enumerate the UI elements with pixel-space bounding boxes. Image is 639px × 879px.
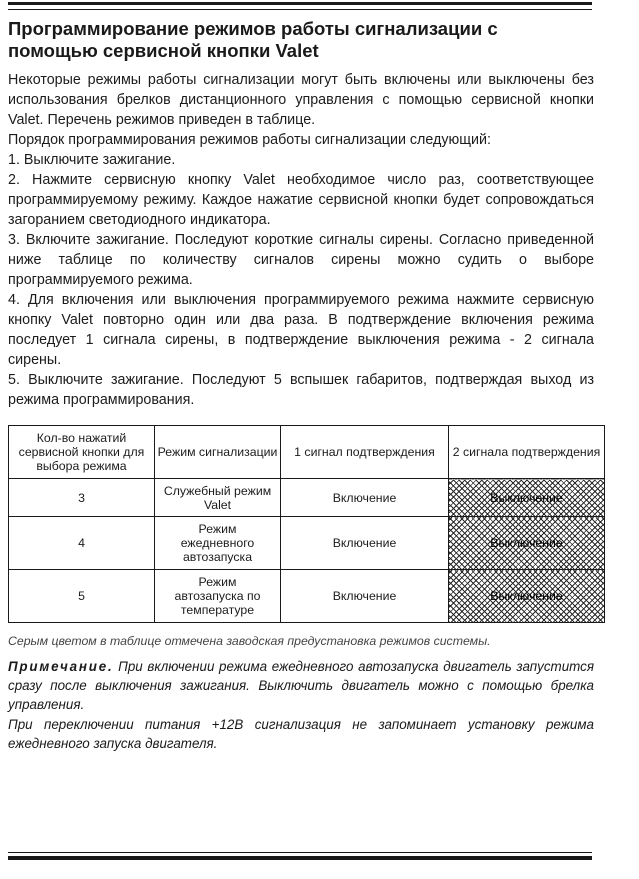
bottom-rule-thick xyxy=(8,856,592,860)
cell-off-label: Выключение xyxy=(490,589,563,603)
page-title xyxy=(8,18,598,62)
cell-off-default xyxy=(449,517,605,570)
note-paragraph xyxy=(8,657,594,714)
cell-count: 4 xyxy=(9,517,155,570)
cell-on: Включение xyxy=(281,479,449,517)
cell-mode: Режим ежедневного автозапуска xyxy=(155,517,281,570)
cell-off-default xyxy=(449,479,605,517)
bottom-rule-thin xyxy=(8,852,592,853)
table-header-row xyxy=(9,426,605,479)
step-3: 3. Включите зажигание. Последуют короткие сигналы сирены. Согласно приведенной ниже таблице по количеству сигналов сирены можно судить о выборе программируемого режима. xyxy=(8,232,594,288)
note-paragraph-2: При переключении питания +12В сигнализация не запоминает установку режима ежедневного запуска двигателя. xyxy=(8,717,594,751)
cell-off-label: Выключение xyxy=(490,536,563,550)
step-1: 1. Выключите зажигание. xyxy=(8,152,176,168)
instructions-body xyxy=(8,70,594,410)
cell-off-label: Выключение xyxy=(490,490,563,505)
cell-on: Включение xyxy=(281,570,449,623)
table-caption: Серым цветом в таблице отмечена заводская предустановка режимов системы. xyxy=(8,634,491,648)
step-5: 5. Выключите зажигание. Последуют 5 вспышек габаритов, подтверждая выход из режима программирования. xyxy=(8,372,594,408)
cell-off-default xyxy=(449,570,605,623)
cell-mode: Служебный режим Valet xyxy=(155,479,281,517)
table-row xyxy=(9,517,605,570)
header-one-signal: 1 сигнал подтверждения xyxy=(281,426,449,479)
header-press-count: Кол-во нажатий сервисной кнопки для выбора режима xyxy=(9,426,155,479)
header-mode: Режим сигнализации xyxy=(155,426,281,479)
modes-table xyxy=(8,425,605,623)
title-line-2: помощью сервисной кнопки Valet xyxy=(8,40,319,61)
header-two-signals: 2 сигнала подтверждения xyxy=(449,426,605,479)
note-text: При включении режима ежедневного автозапуска двигатель запустится сразу после выключения зажигания. Выключить двигатель можно с помощью брелка управления. xyxy=(8,659,594,712)
intro-paragraph: Некоторые режимы работы сигнализации могут быть включены или выключены без использования брелков дистанционного управления с помощью сервисной кнопки Valet. Перечень режимов приведен в таблице. xyxy=(8,72,594,128)
cell-on: Включение xyxy=(281,517,449,570)
table-row xyxy=(9,479,605,517)
top-rule-thick xyxy=(8,2,592,5)
step-2: 2. Нажмите сервисную кнопку Valet необходимое число раз, соответствующее программируемому режиму. Каждое нажатие сервисной кнопки будет сопровождаться загоранием светодиодного индикатора. xyxy=(8,172,594,228)
table-row xyxy=(9,570,605,623)
cell-count: 5 xyxy=(9,570,155,623)
note-label: Примечание. xyxy=(8,659,114,674)
top-rule-thin xyxy=(8,9,592,10)
cell-count: 3 xyxy=(9,479,155,517)
step-4: 4. Для включения или выключения программируемого режима нажмите сервисную кнопку Valet повторно один или два раза. В подтверждение включения режима последует 1 сигнала сирены, в подтверждение выключения режима - 2 сигнала сирены. xyxy=(8,292,594,368)
procedure-intro: Порядок программирования режимов работы сигнализации следующий: xyxy=(8,132,491,148)
cell-mode: Режим автозапуска по температуре xyxy=(155,570,281,623)
title-line-1: Программирование режимов работы сигнализации с xyxy=(8,18,498,39)
